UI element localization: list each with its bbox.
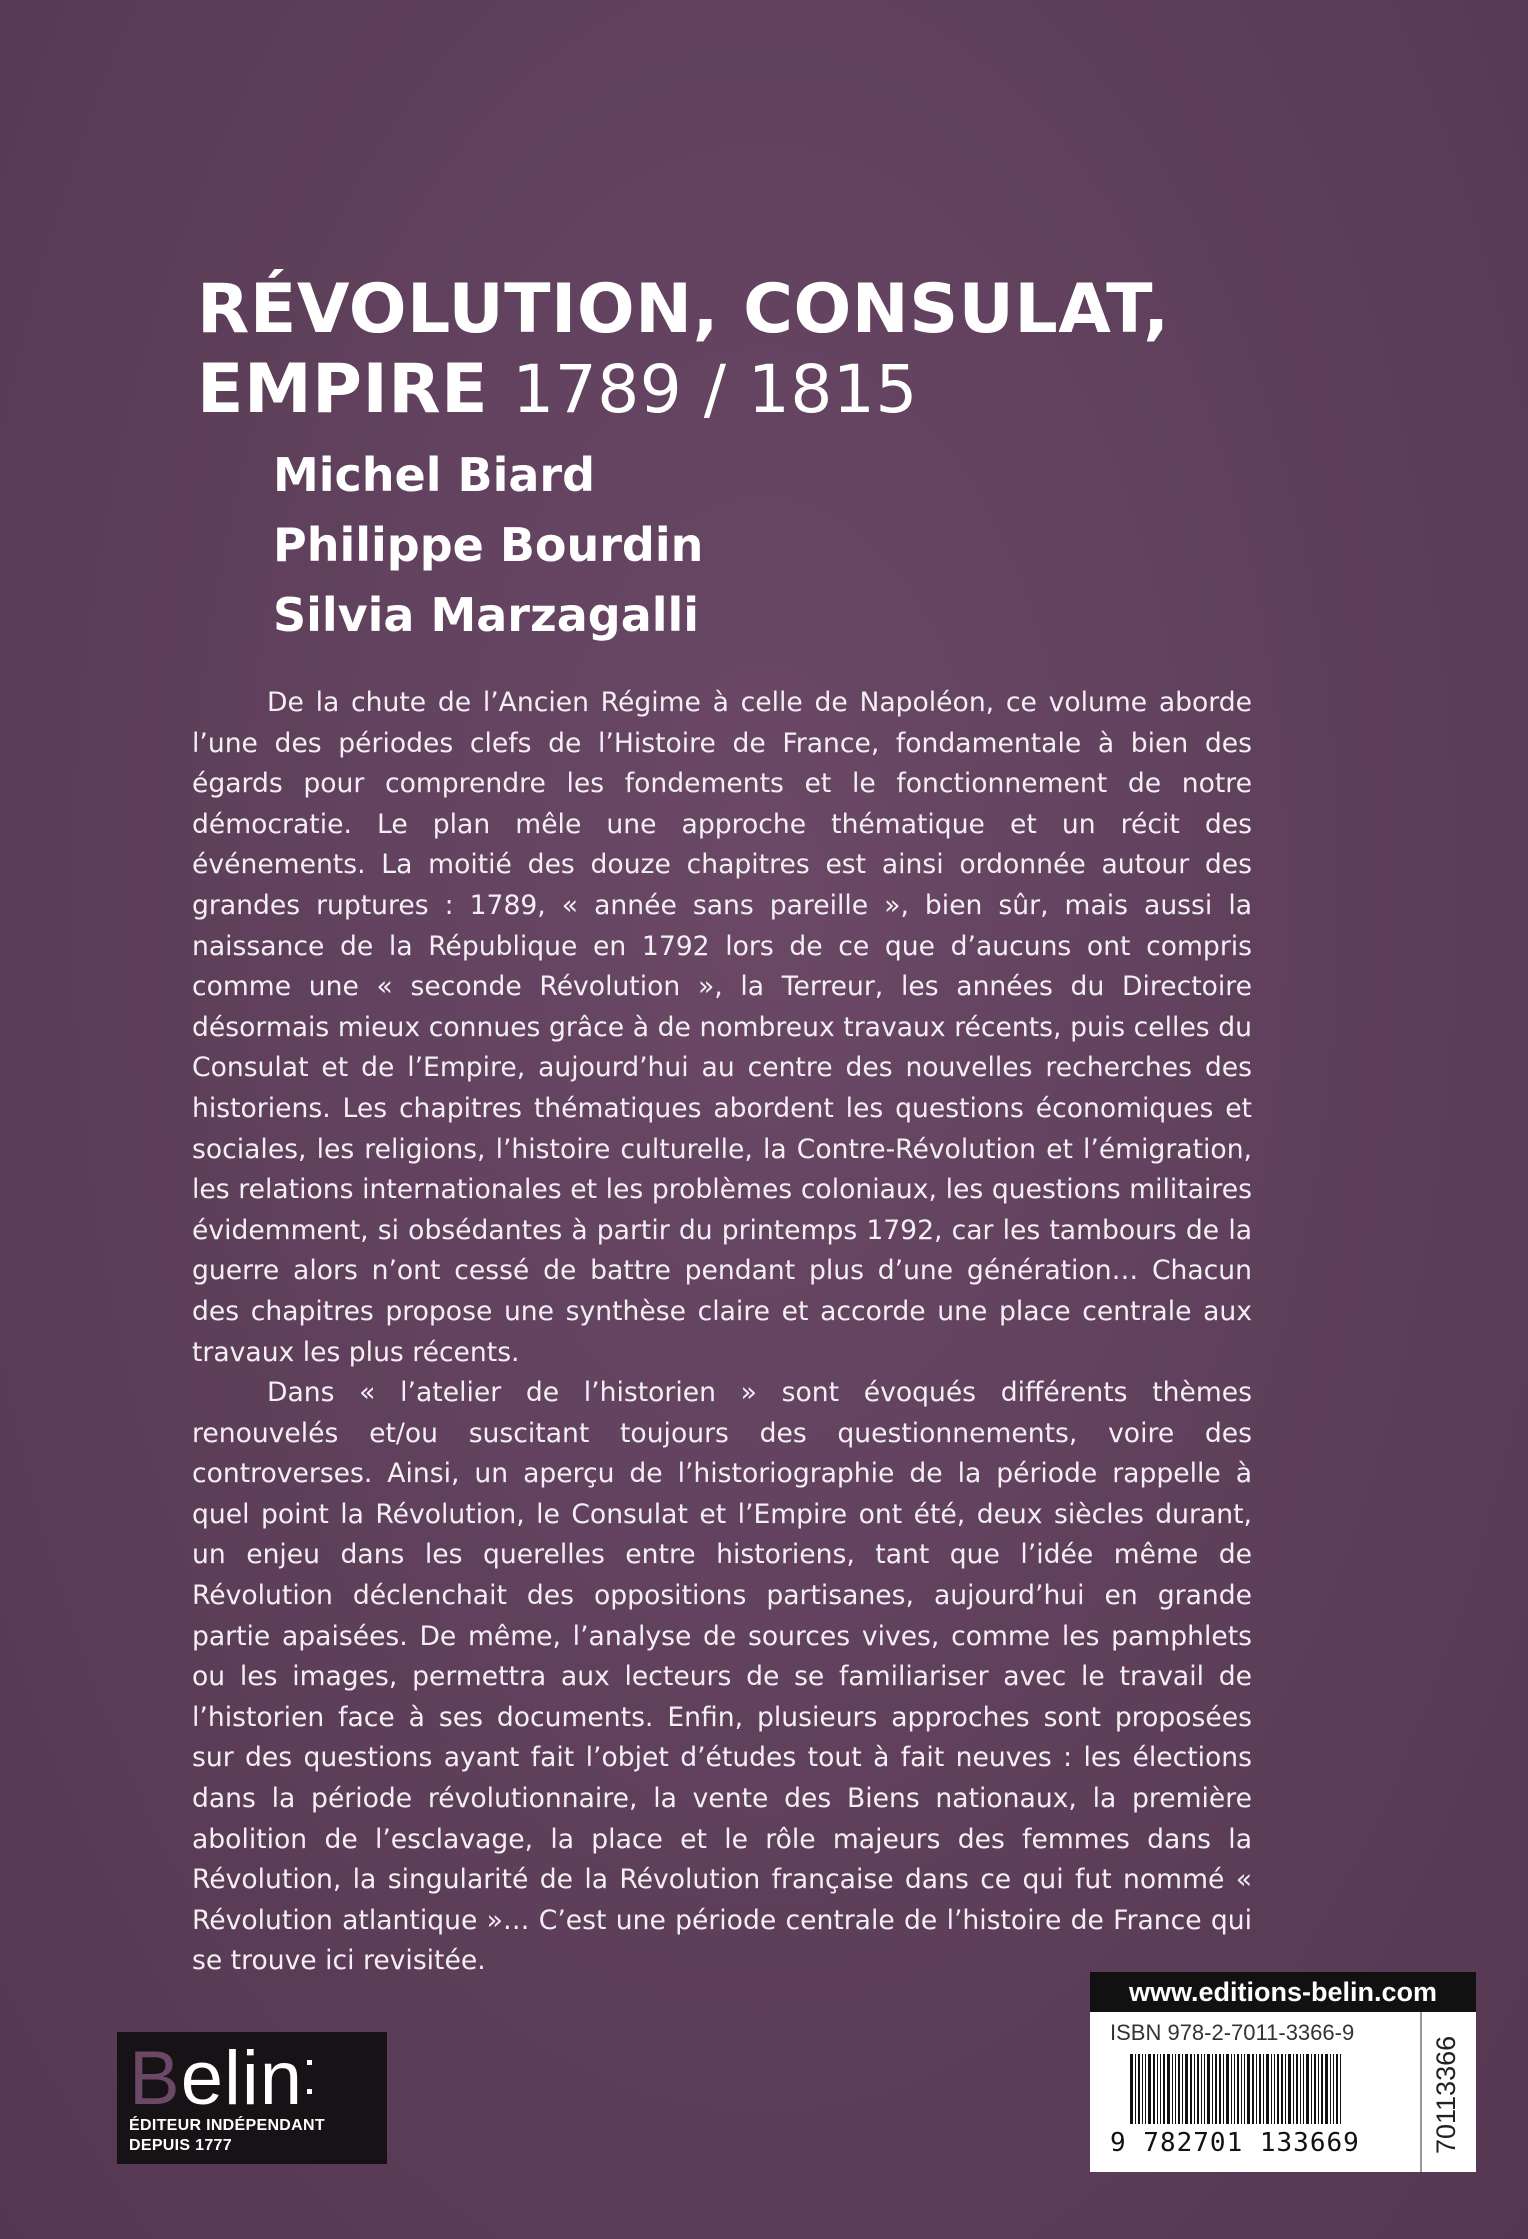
author-list (273, 440, 703, 650)
description-paragraph-2: Dans « l’atelier de l’historien » sont évoqués différents thèmes renouvelés et/ou suscitant toujours des questionnements, voire des controverses. Ainsi, un aperçu de l’historiographie de la période rappelle à quel point la Révolution, le Consulat et l’Empire ont été, deux siècles durant, un enjeu dans les querelles entre historiens, tant que l’idée même de Révolution déclenchait des oppositions partisanes, aujourd’hui en grande partie apaisées. De même, l’analyse de sources vives, comme les pamphlets ou les images, permettra aux lecteurs de se familiariser avec le travail de l’historien face à ses documents. Enfin, plusieurs approches sont proposées sur des questions ayant fait l’objet d’études tout à fait neuves : les élections dans la période révolutionnaire, la vente des Biens nationaux, la première abolition de l’esclavage, la place et le rôle majeurs des femmes dans la Révolution, la singularité de la Révolution française dans ce qui fut nommé « Révolution atlantique »… C’est une période centrale de l’histoire de France qui se trouve ici revisitée. (192, 1377, 1252, 1977)
barcode-stripe (1215, 2054, 1217, 2124)
barcode-stripe (1241, 2054, 1242, 2124)
barcode-stripe (1175, 2054, 1176, 2124)
barcode-stripe (1288, 2054, 1291, 2124)
barcode-stripe (1311, 2054, 1312, 2124)
title-main-word: EMPIRE (197, 350, 489, 429)
barcode-stripe (1256, 2054, 1257, 2124)
barcode-stripe (1160, 2054, 1161, 2124)
barcode-stripe (1163, 2054, 1165, 2124)
barcode-stripe (1142, 2054, 1143, 2124)
barcode-stripe (1157, 2054, 1158, 2124)
book-title (197, 270, 1197, 430)
barcode-stripe (1201, 2054, 1202, 2124)
barcode-stripe (1306, 2054, 1309, 2124)
barcode-stripe (1135, 2054, 1136, 2124)
barcode-stripe (1182, 2054, 1183, 2124)
barcode-stripe (1263, 2054, 1264, 2124)
barcode-stripe (1296, 2054, 1298, 2124)
barcode-stripe (1223, 2054, 1224, 2124)
barcode-stripe (1293, 2054, 1294, 2124)
barcode-stripe (1336, 2054, 1338, 2124)
barcode-stripe (1219, 2054, 1221, 2124)
publisher-logo-wordmark: Belin (129, 2036, 304, 2121)
logo-colon-icon (307, 2060, 313, 2100)
barcode-stripe (1247, 2054, 1250, 2124)
publisher-logo (117, 2032, 387, 2164)
barcode-stripe (1194, 2054, 1195, 2124)
barcode-stripe (1204, 2054, 1205, 2124)
barcode-stripe (1197, 2054, 1199, 2124)
barcode-stripe (1185, 2054, 1188, 2124)
author-name: Silvia Marzagalli (273, 588, 700, 642)
barcode-stripe (1178, 2054, 1180, 2124)
publisher-tagline: ÉDITEUR INDÉPENDANT DEPUIS 1777 (129, 2117, 325, 2154)
barcode-stripe (1252, 2054, 1254, 2124)
book-description (192, 683, 1252, 1982)
barcode-stripe (1148, 2054, 1151, 2124)
barcode-stripe (1145, 2054, 1146, 2124)
side-product-code: 70113366 (1431, 2035, 1461, 2154)
barcode-stripe (1321, 2054, 1323, 2124)
author-name: Michel Biard (273, 448, 596, 502)
barcode-stripe (1285, 2054, 1286, 2124)
barcode-stripe (1340, 2054, 1341, 2124)
barcode-stripe (1153, 2054, 1155, 2124)
barcode-stripe (1303, 2054, 1304, 2124)
barcode-stripe (1130, 2054, 1133, 2124)
barcode-stripe (1138, 2054, 1140, 2124)
description-paragraph-1: De la chute de l’Ancien Régime à celle de Napoléon, ce volume aborde l’une des périodes clefs de l’Histoire de France, fondamentale à bien des égards pour comprendre les fondements et le fonctionnement de notre démocratie. Le plan mêle une approche thématique et un récit des événements. La moitié des douze chapitres est ainsi ordonnée autour des grandes ruptures : 1789, « année sans pareille », bien sûr, mais aussi la naissance de la République en 1792 lors de ce que d’aucuns ont compris comme une « seconde Révolution », la Terreur, les années du Directoire désormais mieux connues grâce à de nombreux travaux récents, puis celles du Consulat et de l’Empire, aujourd’hui au centre des nouvelles recherches des historiens. Les chapitres thématiques abordent les questions économiques et sociales, les religions, l’histoire culturelle, la Contre-Révolution et l’émigration, les relations internationales et les problèmes coloniaux, les questions militaires évidemment, si obsédantes à partir du printemps 1792, car les tambours de la guerre alors n’ont cessé de battre pendant plus d’une génération… Chacun des chapitres propose une synthèse claire et accorde une place centrale aux travaux les plus récents. (192, 687, 1252, 1368)
barcode-stripe (1234, 2054, 1235, 2124)
barcode-stripe (1172, 2054, 1173, 2124)
barcode-stripe (1212, 2054, 1213, 2124)
barcode-stripe (1231, 2054, 1232, 2124)
barcode-stripe (1314, 2054, 1316, 2124)
barcode-stripe (1325, 2054, 1328, 2124)
barcode-stripe (1226, 2054, 1229, 2124)
title-line-2 (197, 350, 1197, 430)
author-name: Philippe Bourdin (273, 518, 704, 572)
barcode-stripe (1281, 2054, 1283, 2124)
barcode-stripe (1167, 2054, 1170, 2124)
barcode-stripe (1318, 2054, 1319, 2124)
barcode-stripe (1190, 2054, 1192, 2124)
barcode-stripe (1330, 2054, 1331, 2124)
barcode-stripe (1237, 2054, 1239, 2124)
barcode-stripe (1266, 2054, 1269, 2124)
isbn-number: ISBN 978-2-7011-3366-9 (1110, 2020, 1355, 2045)
barcode-stripe (1207, 2054, 1210, 2124)
barcode-stripe (1271, 2054, 1272, 2124)
barcode-label (1090, 1972, 1476, 2172)
title-line-1: RÉVOLUTION, CONSULAT, (197, 270, 1170, 349)
barcode-stripe (1277, 2054, 1279, 2124)
title-dates: 1789 / 1815 (512, 351, 918, 428)
barcode-stripe (1259, 2054, 1261, 2124)
barcode-icon (1130, 2054, 1400, 2124)
publisher-website: www.editions-belin.com (1090, 1972, 1476, 2012)
barcode-stripe (1244, 2054, 1245, 2124)
barcode-stripe (1274, 2054, 1275, 2124)
barcode-divider (1420, 2012, 1422, 2172)
barcode-stripe (1333, 2054, 1334, 2124)
barcode-digits: 9 782701 133669 (1110, 2128, 1360, 2158)
barcode-stripe (1300, 2054, 1301, 2124)
